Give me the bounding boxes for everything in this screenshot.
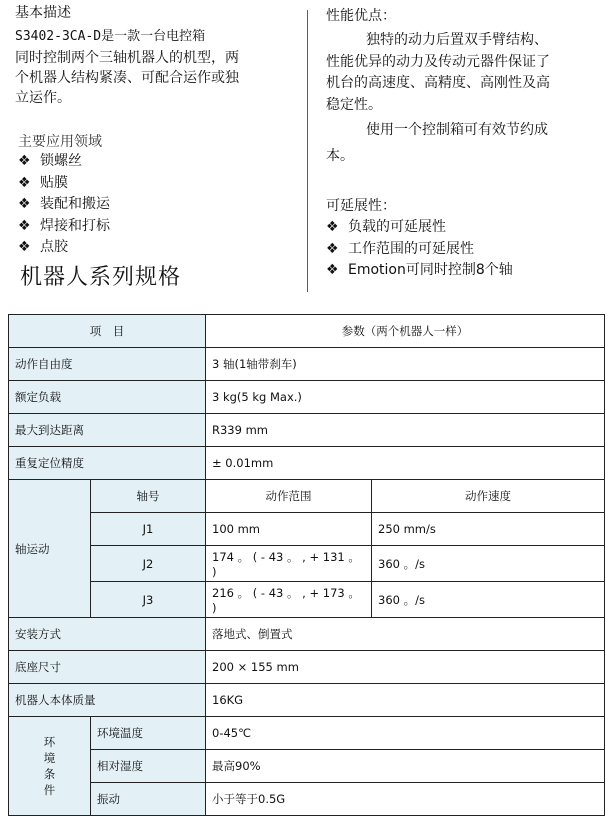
table-row xyxy=(9,783,605,816)
diamond-bullet-icon: ❖ xyxy=(18,174,31,191)
row-value: 3 kg(5 kg Max.) xyxy=(206,381,605,414)
axis-motion-label: 轴运动 xyxy=(9,480,91,618)
table-row xyxy=(9,513,605,546)
advantages-line: 独特的动力后置双手臂结构、 xyxy=(366,32,548,48)
row-label: 安装方式 xyxy=(9,618,206,651)
row-value: 200 × 155 mm xyxy=(206,651,605,684)
model-line: S3402-3CA-D是一款一台电控箱 xyxy=(15,29,206,44)
diamond-bullet-icon: ❖ xyxy=(18,196,31,212)
row-label: 机器人本体质量 xyxy=(9,684,206,717)
axis-id: J1 xyxy=(91,513,206,546)
environment-label: 环 境 条 件 xyxy=(9,717,91,816)
axis-range: 216 。 ( - 43 。 , + 173 。 ) xyxy=(206,582,372,618)
advantages-text xyxy=(326,30,588,167)
header-param: 参数（两个机器人一样） xyxy=(206,315,605,348)
env-label: 环境温度 xyxy=(91,717,206,750)
table-header-row xyxy=(9,315,605,348)
advantages-line: 机台的高速度、高精度、高刚性及高 xyxy=(326,75,550,91)
row-value: 3 轴(1轴带刹车) xyxy=(206,348,605,381)
range-col-header: 动作范围 xyxy=(206,480,372,513)
list-item: ❖ 装配和搬运 xyxy=(18,194,110,216)
advantages-line: 使用一个控制箱可有效节约成 xyxy=(366,122,548,138)
diamond-bullet-icon: ❖ xyxy=(326,240,339,257)
row-value: 16KG xyxy=(206,684,605,717)
env-label: 振动 xyxy=(91,783,206,816)
env-label: 相对湿度 xyxy=(91,750,206,783)
axis-range: 174 。 ( - 43 。 , + 131 。 ) xyxy=(206,546,372,582)
axis-speed: 250 mm/s xyxy=(372,513,605,546)
table-row xyxy=(9,651,605,684)
spec-table xyxy=(8,314,605,816)
list-item: ❖ 点胶 xyxy=(18,237,110,259)
column-divider xyxy=(307,10,308,292)
axis-range: 100 mm xyxy=(206,513,372,546)
basic-description-heading: 基本描述 xyxy=(15,5,71,21)
list-item: ❖ 工作范围的可延展性 xyxy=(326,239,513,261)
speed-col-header: 动作速度 xyxy=(372,480,605,513)
table-row xyxy=(9,750,605,783)
list-item: ❖ 锁螺丝 xyxy=(18,151,110,173)
diamond-bullet-icon: ❖ xyxy=(18,239,31,255)
list-item: ❖ 贴膜 xyxy=(18,173,110,195)
extensibility-section xyxy=(326,195,513,282)
row-label: 底座尺寸 xyxy=(9,651,206,684)
advantages-heading: 性能优点： xyxy=(326,8,396,24)
row-value: 落地式、倒置式 xyxy=(206,618,605,651)
table-row xyxy=(9,717,605,750)
table-row xyxy=(9,546,605,582)
advantages-line: 性能优异的动力及传动元器件保证了 xyxy=(326,53,550,70)
axis-id: J3 xyxy=(91,582,206,618)
diamond-bullet-icon: ❖ xyxy=(18,153,31,169)
row-label: 动作自由度 xyxy=(9,348,206,381)
table-row xyxy=(9,684,605,717)
axis-speed: 360 。/s xyxy=(372,582,605,618)
description-block xyxy=(15,48,239,108)
extensibility-heading: 可延展性： xyxy=(326,198,396,214)
table-row xyxy=(9,447,605,480)
diamond-bullet-icon: ❖ xyxy=(18,217,31,234)
table-row xyxy=(9,618,605,651)
axis-id: J2 xyxy=(91,546,206,582)
table-row xyxy=(9,348,605,381)
axis-col-header: 轴号 xyxy=(91,480,206,513)
row-label: 最大到达距离 xyxy=(9,414,206,447)
description-line: 个机器人结构紧凑、可配合运作或独 xyxy=(15,70,239,86)
diamond-bullet-icon: ❖ xyxy=(326,262,339,278)
axis-speed: 360 。/s xyxy=(372,546,605,582)
env-value: 0-45℃ xyxy=(206,717,605,750)
row-value: R339 mm xyxy=(206,414,605,447)
header-item: 项 目 xyxy=(9,315,206,348)
diamond-bullet-icon: ❖ xyxy=(326,219,339,235)
row-value: ± 0.01mm xyxy=(206,447,605,480)
description-line: 立运作。 xyxy=(15,90,71,106)
applications-heading: 主要应用领域 xyxy=(18,134,102,150)
axis-header-row xyxy=(9,480,605,513)
list-item: ❖ 负载的可延展性 xyxy=(326,217,513,239)
table-row xyxy=(9,381,605,414)
env-value: 小于等于0.5G xyxy=(206,783,605,816)
env-value: 最高90% xyxy=(206,750,605,783)
section-title: 机器人系列规格 xyxy=(20,265,182,290)
row-label: 重复定位精度 xyxy=(9,447,206,480)
advantages-line: 稳定性。 xyxy=(326,96,382,113)
row-label: 额定负载 xyxy=(9,381,206,414)
table-row xyxy=(9,414,605,447)
description-line: 同时控制两个三轴机器人的机型，两 xyxy=(15,50,239,66)
list-item: ❖ 焊接和打标 xyxy=(18,216,110,238)
list-item: ❖ Emotion可同时控制8个轴 xyxy=(326,260,513,282)
table-row xyxy=(9,582,605,618)
applications-list xyxy=(18,151,110,259)
advantages-line: 本。 xyxy=(326,147,354,164)
